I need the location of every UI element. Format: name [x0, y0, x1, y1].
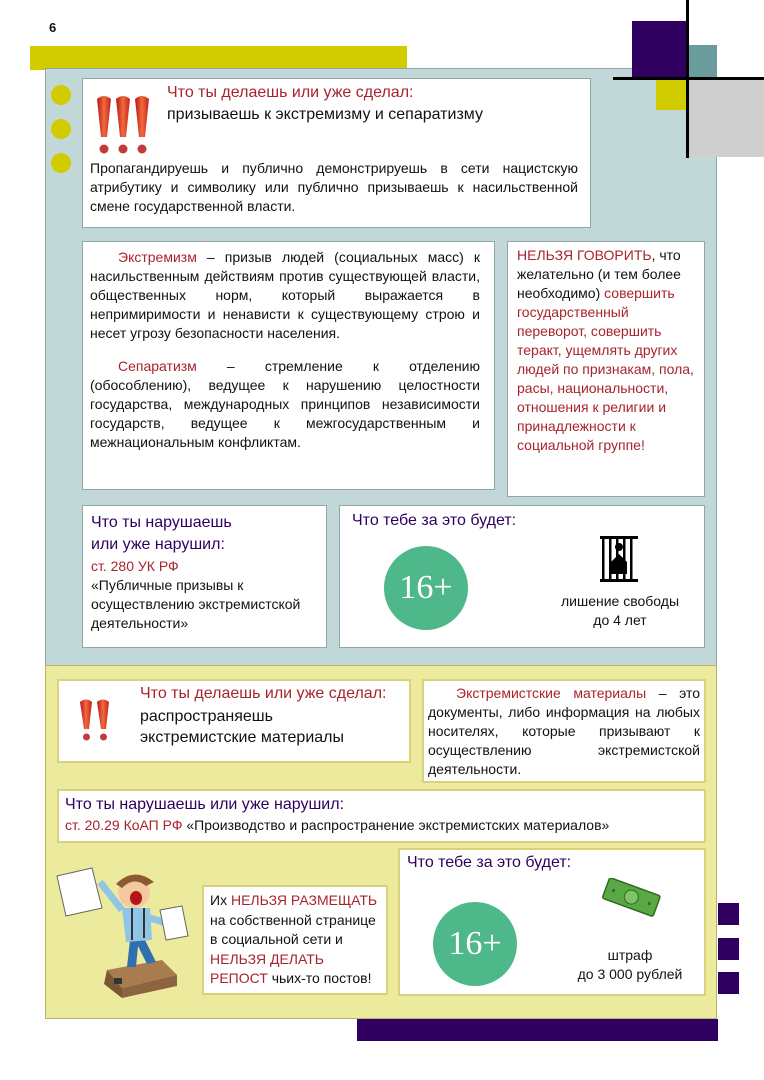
deco-purple-block: [718, 938, 739, 960]
bullet-dot: [51, 119, 71, 139]
violation-article-line: [65, 815, 698, 835]
term-separatism: Сепаратизм: [118, 358, 197, 374]
page-number: 6: [49, 20, 57, 35]
warning-plain: Их: [210, 892, 231, 908]
violation-heading: Что ты нарушаешь или уже нарушил:: [91, 514, 232, 553]
warning-title: НЕЛЬЗЯ ГОВОРИТЬ: [517, 247, 652, 263]
definition-text: – призыв людей (социальных масс) к насильственным действиям против существующей власти, общественных норм, который выражается в непримиримости и ненависти к существующему строю и несет угрозу безопасности населения.: [90, 249, 480, 341]
violation-article-title: «Публичные призывы к осуществлению экстремистской деятельности»: [91, 577, 301, 631]
penalty-heading: Что тебе за это будет:: [352, 512, 517, 529]
warning-plain: чьих-то постов!: [267, 970, 372, 986]
bullet-dot: [51, 153, 71, 173]
term-extremist-materials: Экстремистские материалы: [456, 685, 647, 701]
deco-purple-bottom-bar: [357, 1019, 718, 1041]
age-badge: 16+: [433, 902, 517, 986]
shouting-boy-illustration: [52, 860, 192, 1000]
exclamation-marks-icon: [79, 697, 113, 743]
violation-article: ст. 280 УК РФ: [91, 558, 179, 574]
doing-action: призываешь к экстремизму и сепаратизму: [167, 106, 483, 123]
penalty-line1: штраф: [607, 947, 653, 963]
deco-purple-square: [632, 21, 687, 77]
warning-box: [507, 241, 705, 497]
warning-red: НЕЛЬЗЯ ДЕЛАТЬ РЕПОСТ: [210, 950, 324, 986]
deco-olive-bar: [30, 46, 407, 70]
doing-description: Пропагандируешь и публично демонстрируешь в сети нацистскую атрибутику и символику или публично призываешь к насильственной смене государственной власти.: [90, 160, 578, 214]
section2-warning-box: [202, 885, 388, 995]
warning-red: НЕЛЬЗЯ РАЗМЕЩАТЬ: [230, 892, 378, 908]
bullet-dot: [51, 85, 71, 105]
doing-heading: Что ты делаешь или уже сделал:: [167, 84, 414, 101]
warning-plain: на собственной странице в социальной сети и: [210, 911, 376, 947]
deco-purple-block: [718, 972, 739, 994]
deco-teal-square: [687, 45, 717, 77]
violation-article-title: «Производство и распространение экстремистских материалов»: [182, 817, 610, 833]
doing-heading: Что ты делаешь или уже сделал:: [140, 685, 387, 702]
age-badge: 16+: [384, 546, 468, 630]
penalty-line1: лишение свободы: [560, 593, 680, 609]
section1-violation-box: [82, 505, 327, 648]
section1-penalty-box: [339, 505, 705, 648]
penalty-text: [540, 592, 700, 630]
definition-extremist-materials: [428, 684, 700, 779]
section1-doing-box: [82, 78, 591, 228]
term-extremism: Экстремизм: [118, 249, 197, 265]
definition-text: – это документы, либо информация на любых носителях, которые призывают к осуществлению экстремистской деятельности.: [428, 685, 700, 777]
definition-extremism: [90, 248, 480, 343]
penalty-text: [570, 946, 690, 984]
money-bill-icon: [600, 878, 662, 918]
deco-horizontal-line: [613, 77, 764, 80]
penalty-line2: до 4 лет: [593, 612, 647, 628]
section2-violation-box: [57, 789, 706, 843]
definition-text: – стремление к отделению (обособлению), ведущее к нарушению целостности государства, международных принципов независимости государств, ведущее к межгосударственным и межнациональным конфликтам.: [90, 358, 480, 450]
deco-yellow-square: [656, 78, 686, 110]
exclamation-marks-icon: [95, 93, 153, 159]
violation-heading: Что ты нарушаешь или уже нарушил:: [65, 796, 345, 813]
warning-plain: , что желательно (и тем более необходимо): [517, 247, 681, 301]
violation-article: ст. 20.29 КоАП РФ: [65, 817, 183, 833]
doing-action: распространяешь экстремистские материалы: [140, 708, 344, 746]
penalty-heading: Что тебе за это будет:: [407, 854, 572, 871]
penalty-line2: до 3 000 рублей: [577, 966, 683, 982]
definitions-box: [82, 241, 495, 490]
definition-separatism: [90, 357, 480, 452]
section2-penalty-box: [398, 848, 706, 996]
section2-doing-box: [57, 679, 411, 763]
deco-purple-block: [718, 903, 739, 925]
prison-bars-icon: [598, 534, 640, 584]
section2-definition-box: [422, 679, 706, 783]
deco-grey-square: [687, 78, 764, 157]
warning-red: совершить государственный переворот, совершить теракт, ущемлять других людей по признакам, пола, расы, национальности, отношения к религии и принадлежности к социальной группе!: [517, 285, 694, 453]
